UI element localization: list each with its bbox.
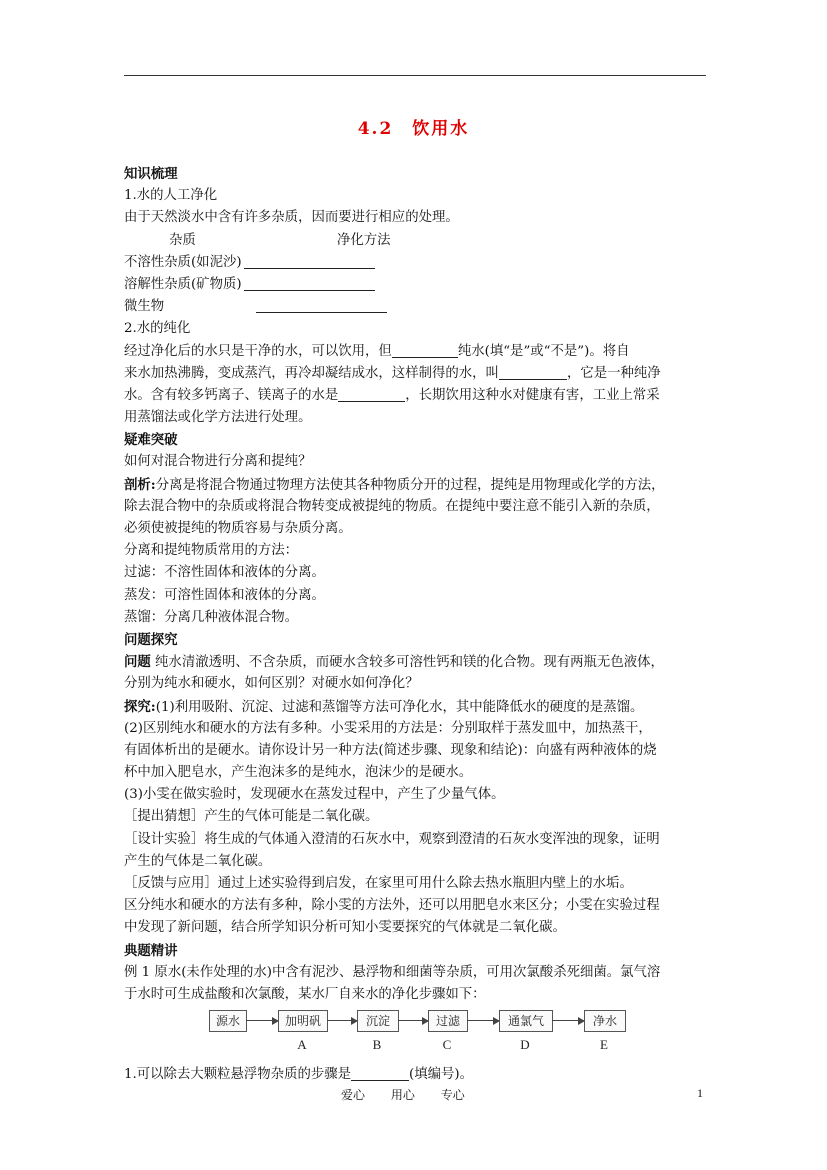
- document-body: [124, 163, 706, 1086]
- paragraph: 由于天然淡水中含有许多杂质，因而要进行相应的处理。: [124, 210, 459, 226]
- inquiry-label: 探究:: [124, 698, 156, 715]
- table-row: [124, 252, 706, 274]
- column-method: 净化方法: [337, 232, 391, 248]
- flow-label-d: D: [520, 1037, 530, 1053]
- row-label: 不溶性杂质(如泥沙): [124, 254, 242, 270]
- footer-word: 用心: [390, 1088, 415, 1102]
- flow-label-a: A: [297, 1037, 307, 1053]
- text: (填编号)。: [409, 1067, 474, 1083]
- paragraph: [124, 651, 706, 673]
- flow-step-alum: 加明矾: [278, 1010, 328, 1032]
- text: 分离是将混合物通过物理方法使其各种物质分开的过程，提纯是用物理或化学的方法，: [155, 477, 665, 493]
- section-heading-difficulty: 疑难突破: [124, 432, 178, 449]
- purification-flowchart: [124, 1008, 706, 1064]
- answer-blank: [499, 365, 567, 380]
- analysis-label: 剖析:: [124, 476, 156, 493]
- text: ，它是一种纯净: [566, 365, 661, 381]
- paragraph: [124, 363, 706, 385]
- flow-step-source-water: 源水: [209, 1010, 247, 1032]
- flow-arrow: [327, 1020, 357, 1021]
- paragraph: 必须使被提纯的物质容易与杂质分离。: [124, 521, 352, 536]
- text: 1.可以除去大颗粒悬浮物杂质的步骤是: [124, 1067, 352, 1083]
- text: 经过净化后的水只是干净的水，可以饮用，但: [124, 343, 392, 359]
- footer-motto: [341, 1086, 487, 1103]
- paragraph: 用蒸馏法或化学方法进行处理。: [124, 410, 312, 426]
- flow-arrow: [398, 1020, 428, 1021]
- section-heading-knowledge: 知识梳理: [124, 166, 178, 182]
- text: 纯水清澈透明、不含杂质，而硬水含较多可溶性钙和镁的化合物。现有两瓶无色液体，: [155, 655, 664, 671]
- footer-word: 爱心: [341, 1088, 366, 1102]
- footer-word: 专心: [440, 1088, 465, 1102]
- paragraph: [124, 1064, 706, 1086]
- table-row: [124, 274, 706, 296]
- page-title: 4.2 饮用水: [357, 119, 470, 139]
- paragraph: (2)区别纯水和硬水的方法有多种。小雯采用的方法是：分别取样于蒸发皿中，加热蒸干，: [124, 720, 652, 736]
- paragraph: [124, 474, 706, 496]
- paragraph: 如何对混合物进行分离和提纯？: [124, 454, 312, 470]
- paragraph: 产生的气体是二氧化碳。: [124, 853, 272, 869]
- paragraph: 分别为纯水和硬水，如何区别？对硬水如何净化？: [124, 676, 419, 692]
- answer-blank: [256, 298, 387, 313]
- text: (1)利用吸附、沉淀、过滤和蒸馏等方法可净化水，其中能降低水的硬度的是蒸馏。: [155, 699, 644, 715]
- paragraph: 例 1 原水(未作处理的水)中含有泥沙、悬浮物和细菌等杂质，可用次氯酸杀死细菌。氯气溶: [124, 964, 661, 980]
- flow-label-b: B: [372, 1037, 382, 1053]
- paragraph: 杯中加入肥皂水，产生泡沫多的是纯水，泡沫少的是硬水。: [124, 765, 473, 781]
- text: 水。含有较多钙离子、镁离子的水是: [124, 387, 339, 403]
- row-label: 溶解性杂质(矿物质): [124, 276, 242, 292]
- question-label: 问题: [124, 654, 151, 671]
- paragraph: ［反馈与应用］通过上述实验得到启发，在家里可用什么除去热水瓶胆内壁上的水垢。: [124, 876, 633, 891]
- paragraph: 于水时可生成盐酸和次氯酸，某水厂自来水的净化步骤如下：: [124, 986, 486, 1002]
- paragraph: [124, 341, 706, 363]
- column-impurity: 杂质: [169, 232, 196, 248]
- paragraph: 有固体析出的是硬水。请你设计另一种方法(简述步骤、现象和结论)：向盛有两种液体的烧: [124, 742, 657, 758]
- section-heading-examples: 典题精讲: [124, 942, 178, 959]
- text: 来水加热沸腾，变成蒸汽，再冷却凝结成水，这样制得的水，叫: [124, 365, 499, 381]
- paragraph: ［设计实验］将生成的气体通入澄清的石灰水中，观察到澄清的石灰水变浑浊的现象，证明: [124, 831, 660, 847]
- flow-label-c: C: [442, 1037, 452, 1053]
- flow-step-filter: 过滤: [428, 1010, 468, 1032]
- paragraph: ［提出猜想］产生的气体可能是二氧化碳。: [124, 809, 379, 825]
- subheading: 1.水的人工净化: [124, 188, 218, 204]
- paragraph: 区分纯水和硬水的方法有多种，除小雯的方法外，还可以用肥皂水来区分；小雯在实验过程: [124, 898, 660, 914]
- paragraph: 过滤：不溶性固体和液体的分离。: [124, 565, 325, 581]
- flow-step-clean-water: 净水: [584, 1010, 626, 1032]
- flow-step-chlorine: 通氯气: [499, 1010, 553, 1032]
- flow-step-settle: 沉淀: [357, 1010, 399, 1032]
- flow-label-e: E: [600, 1037, 608, 1053]
- flow-arrow: [552, 1020, 584, 1021]
- table-row: [124, 296, 706, 318]
- row-label: 微生物: [124, 299, 165, 315]
- paragraph: 除去混合物中的杂质或将混合物转变成被提纯的物质。在提纯中要注意不能引入新的杂质，: [124, 498, 660, 514]
- text: 纯水(填“是”或“不是”)。将自: [457, 343, 630, 359]
- header-rule: [124, 75, 706, 76]
- answer-blank: [392, 343, 458, 358]
- paragraph: [124, 696, 706, 718]
- section-heading-inquiry: 问题探究: [124, 631, 178, 648]
- paragraph: 蒸发：可溶性固体和液体的分离。: [124, 587, 325, 603]
- answer-blank: [338, 387, 405, 402]
- answer-blank: [351, 1066, 409, 1081]
- paragraph: 分离和提纯物质常用的方法：: [124, 543, 299, 559]
- page-number: 1: [697, 1086, 703, 1100]
- flow-arrow: [246, 1020, 278, 1021]
- paragraph: 蒸馏：分离几种液体混合物。: [124, 609, 299, 625]
- answer-blank: [244, 254, 375, 269]
- table-header: [124, 230, 706, 252]
- paragraph: (3)小雯在做实验时，发现硬水在蒸发过程中，产生了少量气体。: [124, 787, 505, 803]
- paragraph: 中发现了新问题，结合所学知识分析可知小雯要探究的气体就是二氧化碳。: [124, 920, 566, 936]
- subheading: 2.水的纯化: [124, 321, 191, 337]
- text: ，长期饮用这种水对健康有害，工业上常采: [405, 387, 660, 403]
- flow-arrow: [467, 1020, 499, 1021]
- answer-blank: [244, 276, 375, 291]
- paragraph: [124, 385, 706, 407]
